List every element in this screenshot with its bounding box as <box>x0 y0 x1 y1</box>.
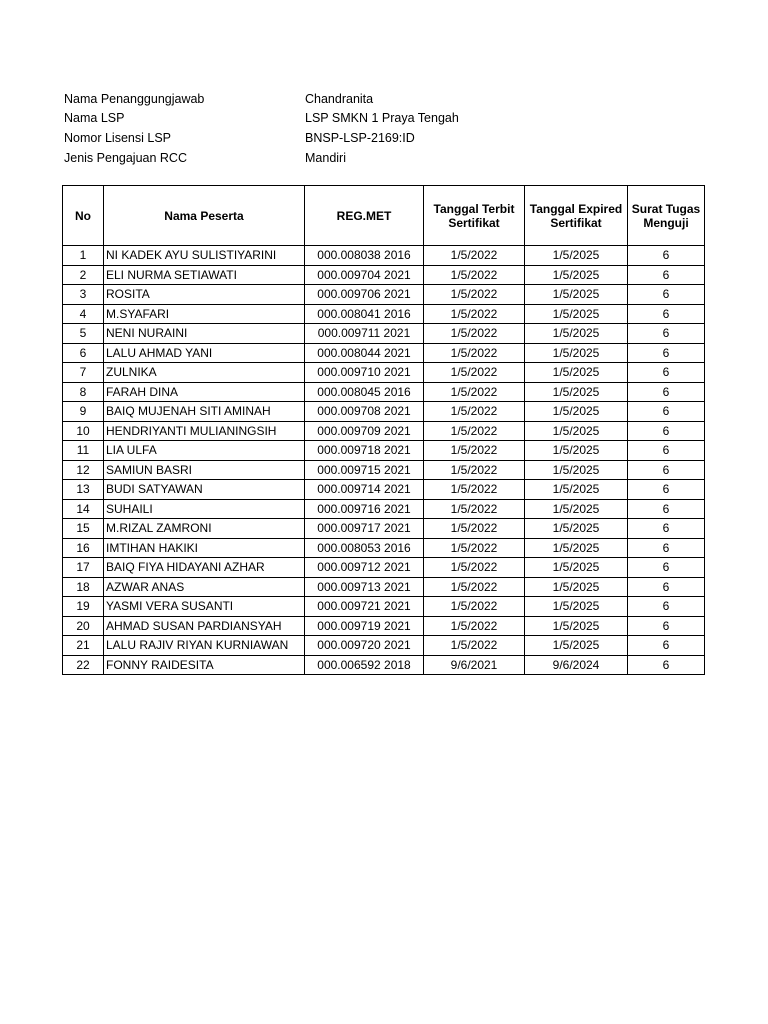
cell-nama-peserta: BAIQ MUJENAH SITI AMINAH <box>104 402 305 422</box>
cell-no: 20 <box>63 616 104 636</box>
cell-reg-met: 000.009715 2021 <box>305 460 424 480</box>
cell-surat-tugas: 6 <box>628 655 705 675</box>
header-reg-met: REG.MET <box>305 186 424 246</box>
cell-reg-met: 000.009708 2021 <box>305 402 424 422</box>
cell-tanggal-terbit: 1/5/2022 <box>424 538 525 558</box>
cell-tanggal-expired: 1/5/2025 <box>525 480 628 500</box>
table-row <box>63 324 705 344</box>
header-tanggal-terbit <box>424 186 525 246</box>
info-row-nama-lsp <box>64 109 459 129</box>
cell-surat-tugas: 6 <box>628 343 705 363</box>
cell-reg-met: 000.009704 2021 <box>305 265 424 285</box>
header-line: Sertifikat <box>550 215 602 230</box>
cell-nama-peserta: YASMI VERA SUSANTI <box>104 597 305 617</box>
header-surat-tugas <box>628 186 705 246</box>
cell-no: 3 <box>63 285 104 305</box>
table-row <box>63 441 705 461</box>
cell-reg-met: 000.009706 2021 <box>305 285 424 305</box>
table-row <box>63 558 705 578</box>
cell-no: 18 <box>63 577 104 597</box>
cell-tanggal-expired: 9/6/2024 <box>525 655 628 675</box>
cell-surat-tugas: 6 <box>628 441 705 461</box>
cell-nama-peserta: ZULNIKA <box>104 363 305 383</box>
cell-no: 14 <box>63 499 104 519</box>
cell-tanggal-expired: 1/5/2025 <box>525 402 628 422</box>
cell-nama-peserta: LALU RAJIV RIYAN KURNIAWAN <box>104 636 305 656</box>
cell-reg-met: 000.006592 2018 <box>305 655 424 675</box>
table-row <box>63 304 705 324</box>
cell-reg-met: 000.009717 2021 <box>305 519 424 539</box>
info-value: Chandranita <box>305 91 374 106</box>
cell-tanggal-expired: 1/5/2025 <box>525 460 628 480</box>
cell-surat-tugas: 6 <box>628 558 705 578</box>
cell-nama-peserta: LALU AHMAD YANI <box>104 343 305 363</box>
cell-reg-met: 000.008045 2016 <box>305 382 424 402</box>
cell-surat-tugas: 6 <box>628 538 705 558</box>
cell-surat-tugas: 6 <box>628 246 705 266</box>
cell-tanggal-expired: 1/5/2025 <box>525 343 628 363</box>
cell-reg-met: 000.008038 2016 <box>305 246 424 266</box>
cell-tanggal-expired: 1/5/2025 <box>525 441 628 461</box>
cell-tanggal-terbit: 1/5/2022 <box>424 499 525 519</box>
cell-no: 5 <box>63 324 104 344</box>
cell-surat-tugas: 6 <box>628 597 705 617</box>
cell-tanggal-expired: 1/5/2025 <box>525 421 628 441</box>
cell-tanggal-expired: 1/5/2025 <box>525 538 628 558</box>
table-row <box>63 616 705 636</box>
table-row <box>63 655 705 675</box>
cell-nama-peserta: SAMIUN BASRI <box>104 460 305 480</box>
cell-tanggal-terbit: 1/5/2022 <box>424 246 525 266</box>
cell-tanggal-expired: 1/5/2025 <box>525 285 628 305</box>
table-row <box>63 538 705 558</box>
header-line: Surat Tugas <box>631 201 701 216</box>
cell-no: 1 <box>63 246 104 266</box>
info-block <box>64 89 459 167</box>
cell-no: 6 <box>63 343 104 363</box>
cell-surat-tugas: 6 <box>628 304 705 324</box>
cell-surat-tugas: 6 <box>628 363 705 383</box>
cell-no: 9 <box>63 402 104 422</box>
cell-reg-met: 000.009720 2021 <box>305 636 424 656</box>
cell-tanggal-expired: 1/5/2025 <box>525 324 628 344</box>
cell-nama-peserta: BAIQ FIYA HIDAYANI AZHAR <box>104 558 305 578</box>
cell-no: 15 <box>63 519 104 539</box>
table-row <box>63 363 705 383</box>
cell-nama-peserta: M.SYAFARI <box>104 304 305 324</box>
cell-tanggal-terbit: 1/5/2022 <box>424 363 525 383</box>
cell-nama-peserta: FONNY RAIDESITA <box>104 655 305 675</box>
cell-surat-tugas: 6 <box>628 480 705 500</box>
cell-tanggal-terbit: 1/5/2022 <box>424 265 525 285</box>
cell-tanggal-expired: 1/5/2025 <box>525 558 628 578</box>
cell-no: 17 <box>63 558 104 578</box>
info-value: Mandiri <box>305 150 346 165</box>
table-row <box>63 499 705 519</box>
cell-surat-tugas: 6 <box>628 499 705 519</box>
cell-surat-tugas: 6 <box>628 285 705 305</box>
cell-nama-peserta: AHMAD SUSAN PARDIANSYAH <box>104 616 305 636</box>
table-row <box>63 577 705 597</box>
cell-reg-met: 000.008044 2021 <box>305 343 424 363</box>
cell-no: 16 <box>63 538 104 558</box>
cell-tanggal-terbit: 1/5/2022 <box>424 382 525 402</box>
header-line: Tanggal Expired <box>529 201 623 216</box>
cell-reg-met: 000.009712 2021 <box>305 558 424 578</box>
info-value: LSP SMKN 1 Praya Tengah <box>305 111 459 126</box>
header-tanggal-expired <box>525 186 628 246</box>
cell-tanggal-terbit: 1/5/2022 <box>424 304 525 324</box>
table-header-row <box>63 186 705 246</box>
cell-nama-peserta: NENI NURAINI <box>104 324 305 344</box>
cell-reg-met: 000.009716 2021 <box>305 499 424 519</box>
cell-nama-peserta: NI KADEK AYU SULISTIYARINI <box>104 246 305 266</box>
cell-no: 12 <box>63 460 104 480</box>
table-row <box>63 636 705 656</box>
info-row-nomor-lisensi <box>64 128 459 148</box>
table-row <box>63 246 705 266</box>
cell-nama-peserta: AZWAR ANAS <box>104 577 305 597</box>
cell-surat-tugas: 6 <box>628 519 705 539</box>
cell-reg-met: 000.009719 2021 <box>305 616 424 636</box>
cell-nama-peserta: FARAH DINA <box>104 382 305 402</box>
cell-surat-tugas: 6 <box>628 421 705 441</box>
info-label: Jenis Pengajuan RCC <box>64 150 187 165</box>
cell-tanggal-terbit: 1/5/2022 <box>424 441 525 461</box>
cell-surat-tugas: 6 <box>628 324 705 344</box>
cell-tanggal-expired: 1/5/2025 <box>525 577 628 597</box>
table-row <box>63 343 705 363</box>
cell-surat-tugas: 6 <box>628 402 705 422</box>
table-body <box>63 246 705 675</box>
info-label: Nama Penanggungjawab <box>64 91 205 106</box>
cell-reg-met: 000.009709 2021 <box>305 421 424 441</box>
cell-tanggal-expired: 1/5/2025 <box>525 616 628 636</box>
cell-surat-tugas: 6 <box>628 460 705 480</box>
info-value: BNSP-LSP-2169:ID <box>305 130 415 145</box>
header-nama-peserta: Nama Peserta <box>104 186 305 246</box>
cell-tanggal-terbit: 1/5/2022 <box>424 577 525 597</box>
cell-tanggal-expired: 1/5/2025 <box>525 363 628 383</box>
cell-surat-tugas: 6 <box>628 382 705 402</box>
info-label: Nomor Lisensi LSP <box>64 130 171 145</box>
cell-reg-met: 000.008041 2016 <box>305 304 424 324</box>
header-line: Tanggal Terbit <box>433 201 515 216</box>
cell-surat-tugas: 6 <box>628 265 705 285</box>
cell-tanggal-expired: 1/5/2025 <box>525 597 628 617</box>
cell-tanggal-terbit: 1/5/2022 <box>424 460 525 480</box>
header-line: Sertifikat <box>448 215 500 230</box>
cell-reg-met: 000.009718 2021 <box>305 441 424 461</box>
cell-nama-peserta: SUHAILI <box>104 499 305 519</box>
table-row <box>63 421 705 441</box>
table-row <box>63 597 705 617</box>
cell-tanggal-terbit: 1/5/2022 <box>424 636 525 656</box>
cell-tanggal-terbit: 1/5/2022 <box>424 402 525 422</box>
table-row <box>63 265 705 285</box>
cell-nama-peserta: IMTIHAN HAKIKI <box>104 538 305 558</box>
table-row <box>63 460 705 480</box>
cell-reg-met: 000.009713 2021 <box>305 577 424 597</box>
cell-reg-met: 000.008053 2016 <box>305 538 424 558</box>
cell-no: 19 <box>63 597 104 617</box>
cell-reg-met: 000.009710 2021 <box>305 363 424 383</box>
cell-no: 10 <box>63 421 104 441</box>
cell-tanggal-expired: 1/5/2025 <box>525 304 628 324</box>
cell-no: 2 <box>63 265 104 285</box>
cell-no: 22 <box>63 655 104 675</box>
cell-tanggal-expired: 1/5/2025 <box>525 519 628 539</box>
cell-nama-peserta: LIA ULFA <box>104 441 305 461</box>
header-no: No <box>63 186 104 246</box>
cell-no: 7 <box>63 363 104 383</box>
cell-tanggal-terbit: 1/5/2022 <box>424 558 525 578</box>
cell-tanggal-terbit: 1/5/2022 <box>424 480 525 500</box>
cell-nama-peserta: ROSITA <box>104 285 305 305</box>
cell-nama-peserta: HENDRIYANTI MULIANINGSIH <box>104 421 305 441</box>
cell-tanggal-terbit: 1/5/2022 <box>424 421 525 441</box>
cell-reg-met: 000.009714 2021 <box>305 480 424 500</box>
info-row-penanggungjawab <box>64 89 459 109</box>
cell-no: 8 <box>63 382 104 402</box>
cell-tanggal-expired: 1/5/2025 <box>525 499 628 519</box>
cell-nama-peserta: ELI NURMA SETIAWATI <box>104 265 305 285</box>
table-row <box>63 285 705 305</box>
cell-no: 11 <box>63 441 104 461</box>
cell-tanggal-expired: 1/5/2025 <box>525 246 628 266</box>
cell-tanggal-terbit: 9/6/2021 <box>424 655 525 675</box>
cell-tanggal-expired: 1/5/2025 <box>525 382 628 402</box>
cell-tanggal-expired: 1/5/2025 <box>525 636 628 656</box>
cell-tanggal-terbit: 1/5/2022 <box>424 597 525 617</box>
cell-reg-met: 000.009721 2021 <box>305 597 424 617</box>
info-label: Nama LSP <box>64 111 125 126</box>
cell-tanggal-terbit: 1/5/2022 <box>424 616 525 636</box>
header-line: Menguji <box>643 215 689 230</box>
cell-tanggal-terbit: 1/5/2022 <box>424 519 525 539</box>
cell-tanggal-terbit: 1/5/2022 <box>424 324 525 344</box>
cell-tanggal-terbit: 1/5/2022 <box>424 285 525 305</box>
table-row <box>63 480 705 500</box>
cell-no: 4 <box>63 304 104 324</box>
cell-surat-tugas: 6 <box>628 616 705 636</box>
cell-nama-peserta: M.RIZAL ZAMRONI <box>104 519 305 539</box>
cell-no: 13 <box>63 480 104 500</box>
cell-surat-tugas: 6 <box>628 577 705 597</box>
cell-nama-peserta: BUDI SATYAWAN <box>104 480 305 500</box>
table-row <box>63 402 705 422</box>
cell-no: 21 <box>63 636 104 656</box>
cell-reg-met: 000.009711 2021 <box>305 324 424 344</box>
table-row <box>63 382 705 402</box>
cell-tanggal-terbit: 1/5/2022 <box>424 343 525 363</box>
cell-surat-tugas: 6 <box>628 636 705 656</box>
participants-table <box>62 185 705 675</box>
table-row <box>63 519 705 539</box>
info-row-jenis-pengajuan <box>64 148 459 168</box>
cell-tanggal-expired: 1/5/2025 <box>525 265 628 285</box>
